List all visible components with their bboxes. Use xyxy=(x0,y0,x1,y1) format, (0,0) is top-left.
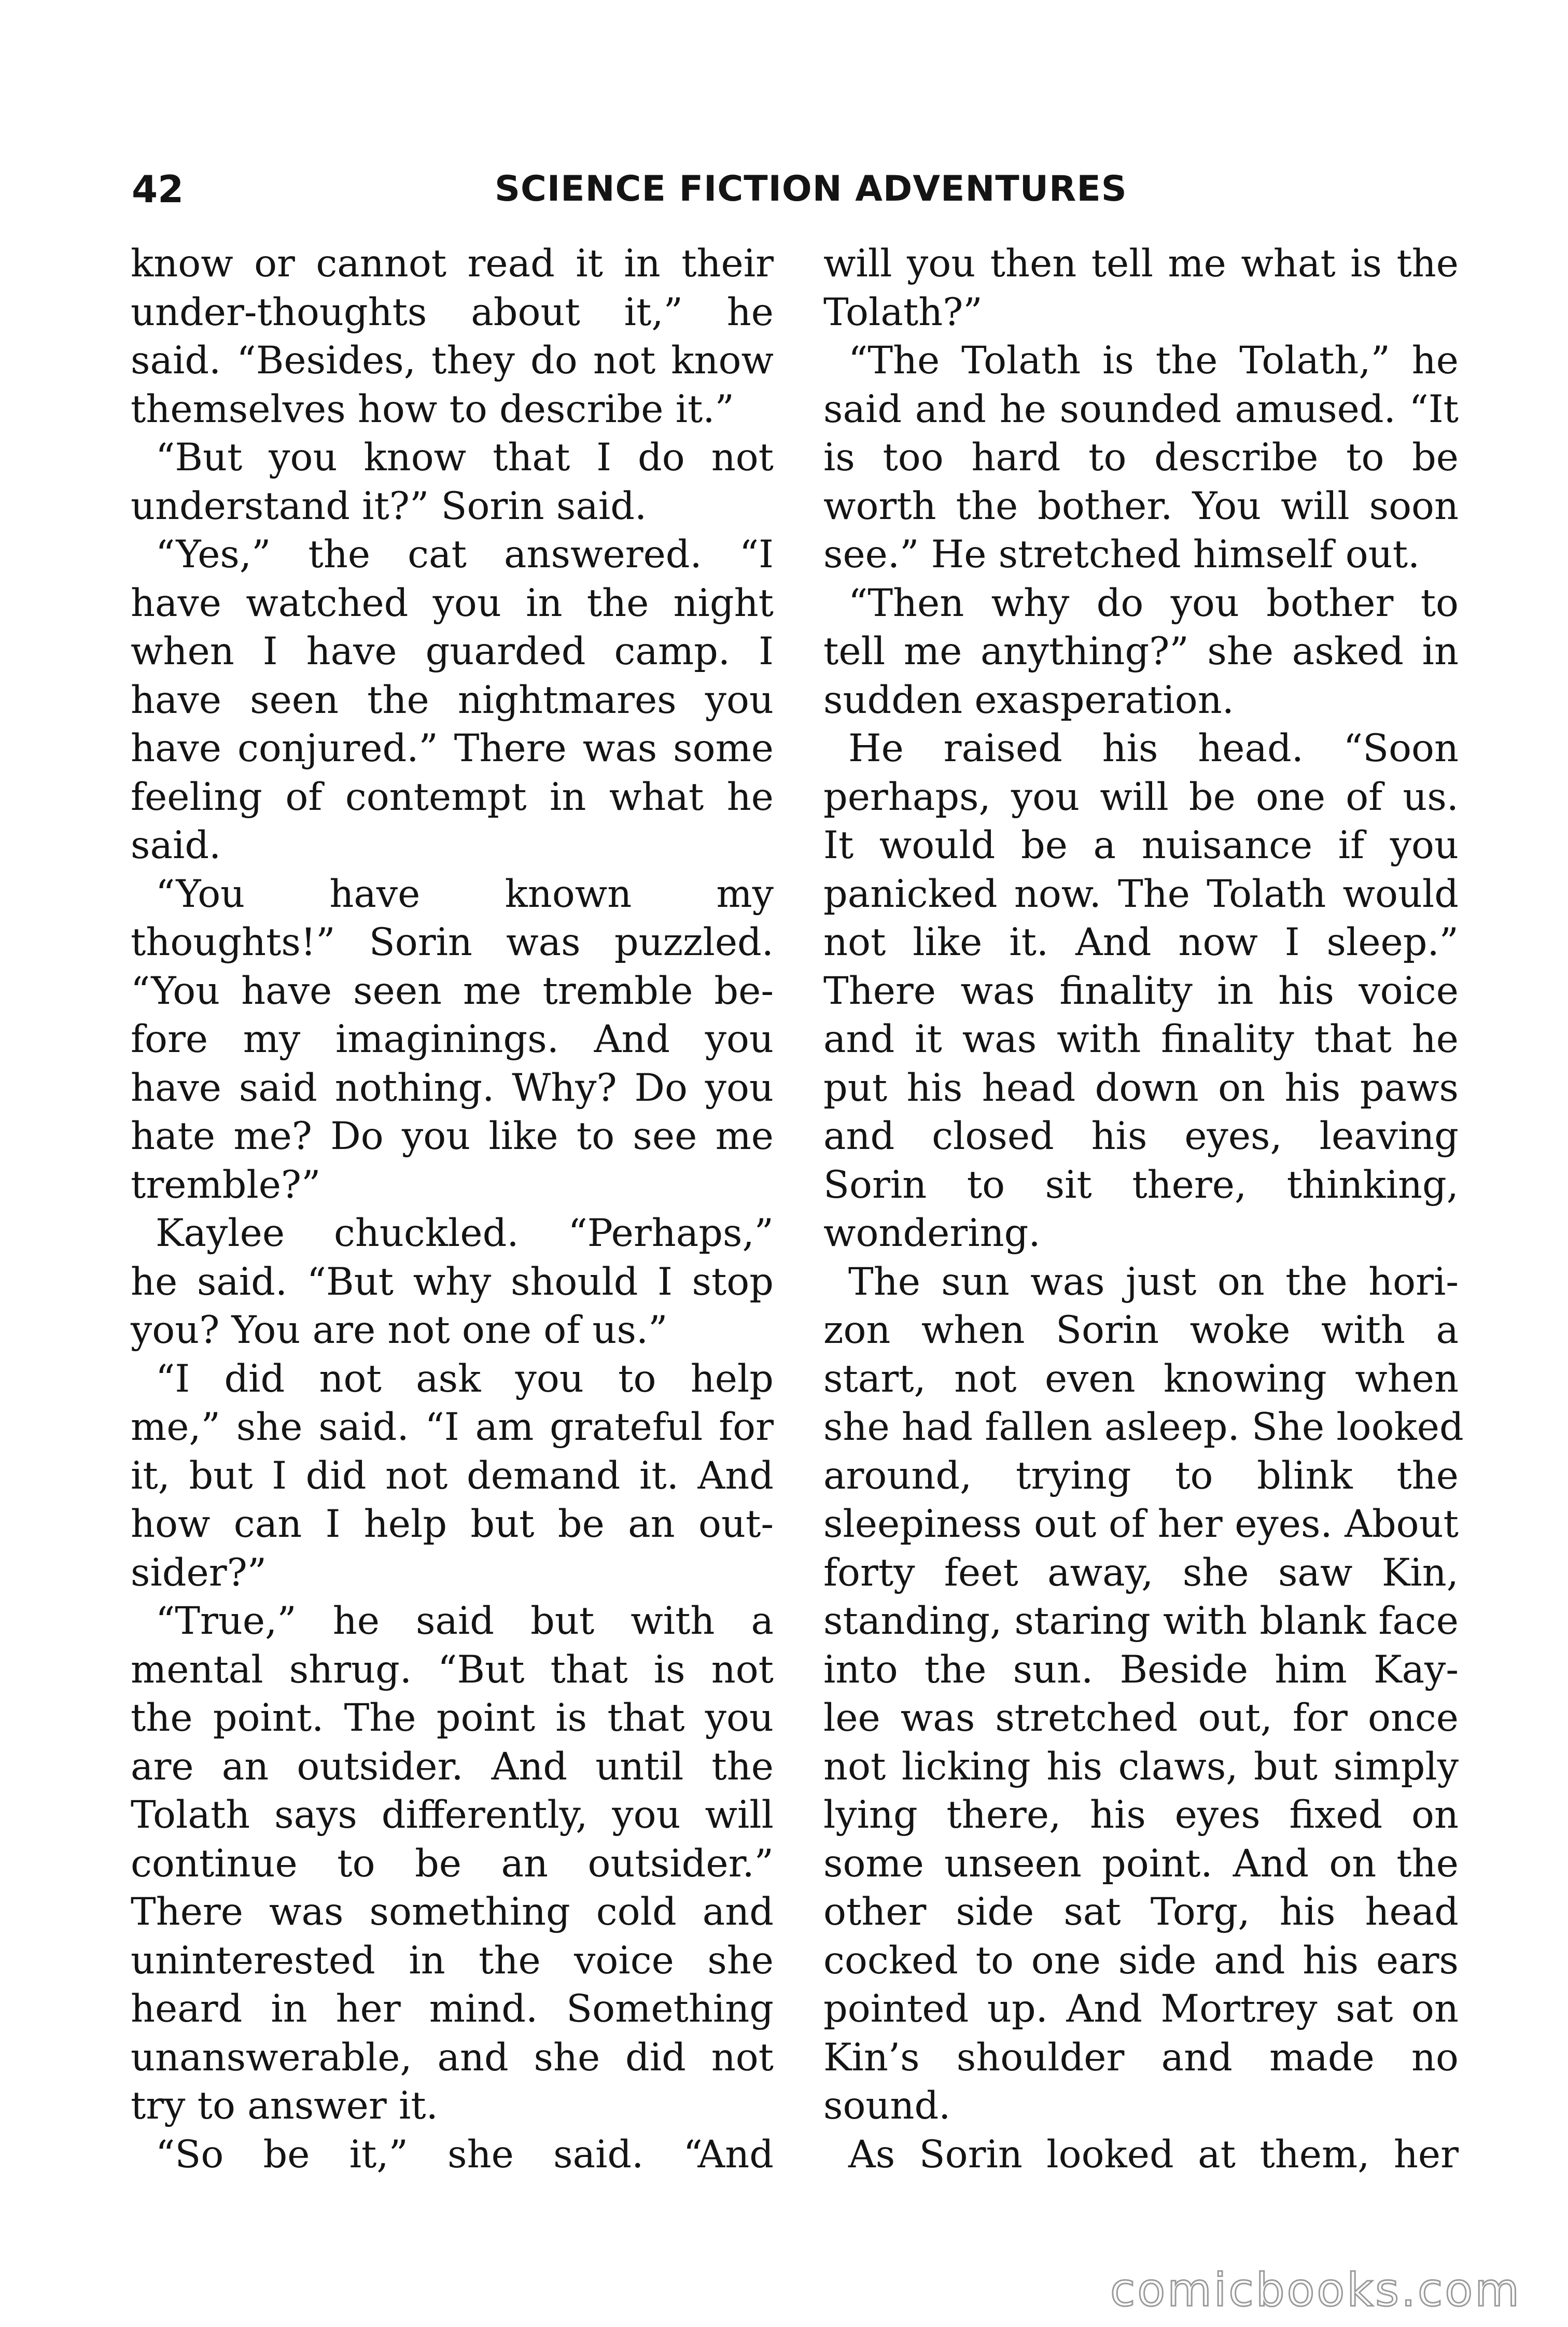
right-text-column xyxy=(823,240,1464,2179)
watermark: comicbooks.com xyxy=(1110,2263,1521,2317)
text-line: start, not even knowing when xyxy=(823,1356,1459,1401)
text-line: and it was with finality that he xyxy=(823,1017,1459,1061)
text-line: you? You are not one of us.” xyxy=(131,1308,668,1352)
text-line: see.” He stretched himself out. xyxy=(823,532,1420,577)
running-title: SCIENCE FICTION ADVENTURES xyxy=(495,169,1127,209)
text-line: have conjured.” There was some xyxy=(131,726,774,770)
text-line: lying there, his eyes fixed on xyxy=(823,1793,1459,1837)
text-line: have watched you in the night xyxy=(131,581,774,625)
text-line: There was finality in his voice xyxy=(823,969,1459,1013)
text-line: Sorin to sit there, thinking, xyxy=(823,1162,1459,1207)
text-line: Kin’s shoulder and made no xyxy=(823,2035,1459,2080)
text-line: the point. The point is that you xyxy=(131,1696,774,1740)
text-line: standing, staring with blank face xyxy=(823,1599,1459,1643)
text-line: worth the bother. You will soon xyxy=(823,484,1459,528)
text-line: not like it. And now I sleep.” xyxy=(823,920,1459,964)
text-line: some unseen point. And on the xyxy=(823,1841,1459,1886)
text-line: said. “Besides, they do not know xyxy=(131,339,774,383)
text-line: “Yes,” the cat answered. “I xyxy=(156,532,774,577)
text-line: tell me anything?” she asked in xyxy=(823,629,1459,674)
text-line: sound. xyxy=(823,2084,951,2128)
text-line: “You have known my xyxy=(156,872,774,916)
text-line: mental shrug. “But that is not xyxy=(131,1647,774,1692)
text-line: and closed his eyes, leaving xyxy=(823,1114,1459,1158)
text-line: As Sorin looked at them, her xyxy=(848,2132,1459,2177)
text-line: thoughts!” Sorin was puzzled. xyxy=(131,920,774,964)
text-line: other side sat Torg, his head xyxy=(823,1890,1459,1934)
text-line: The sun was just on the hori- xyxy=(848,1259,1459,1304)
text-line: try to answer it. xyxy=(131,2084,438,2128)
text-line: He raised his head. “Soon xyxy=(848,726,1459,770)
text-line: he said. “But why should I stop xyxy=(131,1259,774,1304)
text-line: themselves how to describe it.” xyxy=(131,387,734,431)
text-line: are an outsider. And until the xyxy=(131,1744,774,1789)
text-line: cocked to one side and his ears xyxy=(823,1938,1459,1983)
text-line: “True,” he said but with a xyxy=(156,1599,774,1643)
text-line: will you then tell me what is the xyxy=(823,242,1459,286)
text-line: have seen the nightmares you xyxy=(131,678,774,722)
text-line: Kaylee chuckled. “Perhaps,” xyxy=(156,1211,774,1255)
text-line: wondering. xyxy=(823,1211,1041,1255)
text-line: heard in her mind. Something xyxy=(131,1987,774,2031)
text-line: “I did not ask you to help xyxy=(156,1356,774,1401)
text-line: pointed up. And Mortrey sat on xyxy=(823,1987,1459,2031)
text-line: “So be it,” she said. “And xyxy=(156,2132,774,2177)
text-line: into the sun. Beside him Kay- xyxy=(823,1647,1459,1692)
text-line: “The Tolath is the Tolath,” he xyxy=(848,339,1459,383)
text-line: sudden exasperation. xyxy=(823,678,1234,722)
text-line: uninterested in the voice she xyxy=(131,1938,774,1983)
text-line: sider?” xyxy=(131,1550,267,1595)
text-line: hate me? Do you like to see me xyxy=(131,1114,774,1158)
text-line: “Then why do you bother to xyxy=(848,581,1459,625)
text-line: me,” she said. “I am grateful for xyxy=(131,1405,774,1449)
text-line: Tolath?” xyxy=(823,290,983,334)
text-line: There was something cold and xyxy=(131,1890,774,1934)
text-line: lee was stretched out, for once xyxy=(823,1696,1459,1740)
text-line: zon when Sorin woke with a xyxy=(823,1308,1459,1352)
text-line: understand it?” Sorin said. xyxy=(131,484,647,528)
text-line: have said nothing. Why? Do you xyxy=(131,1066,774,1110)
page-number: 42 xyxy=(132,167,184,211)
text-line: know or cannot read it in their xyxy=(131,242,774,286)
text-line: tremble?” xyxy=(131,1162,321,1207)
text-line: said and he sounded amused. “It xyxy=(823,387,1459,431)
text-line: under-thoughts about it,” he xyxy=(131,290,774,334)
text-line: It would be a nuisance if you xyxy=(823,823,1459,867)
text-line: said. xyxy=(131,823,221,867)
text-line: “But you know that I do not xyxy=(156,436,774,480)
page-header xyxy=(132,166,1450,213)
text-line: it, but I did not demand it. And xyxy=(131,1453,774,1498)
text-line: not licking his claws, but simply xyxy=(823,1744,1459,1789)
text-line: is too hard to describe to be xyxy=(823,436,1459,480)
text-line: she had fallen asleep. She looked xyxy=(823,1405,1464,1449)
text-line: feeling of contempt in what he xyxy=(131,775,774,819)
text-line: panicked now. The Tolath would xyxy=(823,872,1459,916)
left-text-column xyxy=(131,240,774,2179)
text-line: fore my imaginings. And you xyxy=(131,1017,774,1061)
text-line: perhaps, you will be one of us. xyxy=(823,775,1459,819)
text-line: around, trying to blink the xyxy=(823,1453,1459,1498)
text-line: Tolath says differently, you will xyxy=(131,1793,774,1837)
text-line: continue to be an outsider.” xyxy=(131,1841,774,1886)
text-line: when I have guarded camp. I xyxy=(131,629,774,674)
text-line: how can I help but be an out- xyxy=(131,1502,774,1546)
text-line: sleepiness out of her eyes. About xyxy=(823,1502,1459,1546)
text-line: forty feet away, she saw Kin, xyxy=(823,1550,1459,1595)
text-line: put his head down on his paws xyxy=(823,1066,1459,1110)
text-line: unanswerable, and she did not xyxy=(131,2035,774,2080)
text-line: “You have seen me tremble be- xyxy=(131,969,774,1013)
